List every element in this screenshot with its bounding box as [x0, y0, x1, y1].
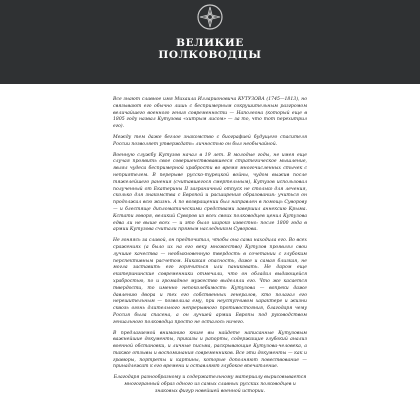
series-title-line-1: ВЕЛИКИЕ	[176, 37, 244, 49]
paragraph-conclusion: Благодаря разнообразному и содержательному материалу вырисовывается многогранный образ одного из самых славных русских полководцев и знаковых фигур новейшей военной истории.	[113, 375, 307, 394]
order-star-icon	[197, 4, 223, 30]
paragraph-personality: Между тем даже беглое знакомство с биографией будущего спасителя России позволяет утверждать: личностью он был необычайной.	[113, 134, 307, 147]
series-title-line-2: ПОЛКОВОДЦЫ	[158, 49, 262, 61]
series-header-band	[0, 0, 420, 84]
paragraph-intro: Все знают славное имя Михаила Илларионовича КУТУЗОВА (1745—1813), но связывают его обычно лишь с беспримерным сокрушительным разгромом величайшего военного гения современности — Наполеона (который еще в 1805 году назвал Кутузова «хитрым лисом» — за то, что тот перехитрил его).	[113, 97, 307, 130]
paragraph-character: Не гоняясь за славой, он предпочитал, чтобы она сама находила его. Во всех сражениях (а было их на его веку множество) Кутузов проявлял свои лучшие качества — необыкновенную твердость в сочетании с глубоким перспективным расчетом. Никакая опасность, даже и самая близкая, не могла заставить его горячиться или паниковать. Не даром еще екатерининские современники отмечали, что он обладал выдающейся храбростью, по и громадное мужество выделяли его. Что же касается твердости, то именно непоколебимость Кутузова — вопреки даже давлению двора и тех его собственных генералов, кто полагал его нерешительным — позволила ему, при неуступчивом характере и жизни сквозь огонь длительного непрерывного противостояния, благодаря чему Россия была спасена, а он лучшей армии Европы под руководством гениального полководца просто не осталось ничего.	[113, 238, 307, 325]
series-title	[0, 37, 420, 61]
annotation-text	[113, 97, 307, 400]
paragraph-military-career: Военную службу Кутузов начал в 19 лет. В молодые годы, не имея еще случая проявить свое совершенствовавшееся стратегическое мышление, являл чудеса беспримерной храбрости во время многочисленных стычек с неприятелем. В перерыве русско-турецкой войны, чудом выжив после тяжелейшего ранения (считавшегося смертельным), Кутузов использовал полученный от Екатерины II заграничный отпуск не столько для лечения, сколько для знакомства с Европой и расширения образования: учиться он продолжал всю жизнь. А по возвращении был направлен в помощь Суворову — и блестяще дипломатическими средствами завершил аннексию Крыма. Кстати говоря, великий Суворов из всех своих полководцев ценил Кутузова едва ли не выше всех — и это было широко известно: после 1800 года в армии Кутузова считали прямым наследником Суворова.	[113, 152, 307, 233]
paragraph-book-contents: В предлагаемой вниманию книге вы найдете написанные Кутузовым важнейшие документы, приказы и рапорты, содержащие глубокий анализ военной обстановки, и личные письма, раскрывающие Кутузова-человека, а также отзывы и воспоминания современников. Все эти документы — как и гравюры, портреты и картины, которые дополняют повествование — принадлежат к его времени и оставляют глубокое впечатление.	[113, 330, 307, 370]
